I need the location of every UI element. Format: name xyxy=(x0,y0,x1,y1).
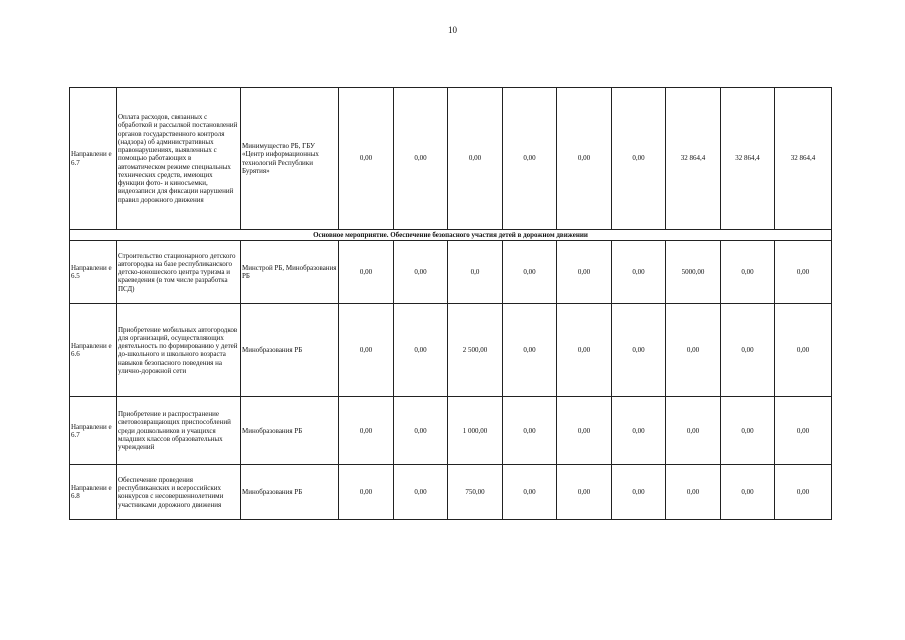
value-cell: 0,00 xyxy=(612,465,666,520)
measure-name: Оплата расходов, связанных с обработкой и рассылкой постановлений органов государственного контроля (надзора) об административных правонарушениях, выявленных с помощью работающих в автоматическом режиме специальных технических средств, имеющих функции фото- и киносъемки, видеозаписи для фиксации нарушений правил дорожного движения xyxy=(117,88,241,230)
value-cell: 0,00 xyxy=(666,465,721,520)
value-cell: 0,00 xyxy=(666,397,721,465)
measure-code: Направлени е 6.7 xyxy=(70,88,117,230)
value-cell: 0,00 xyxy=(612,88,666,230)
value-cell: 0,00 xyxy=(612,397,666,465)
value-cell: 0,00 xyxy=(612,304,666,397)
measure-code: Направлени е 6.8 xyxy=(70,465,117,520)
measure-executor: Минстрой РБ, Минобразования РБ xyxy=(241,241,339,304)
value-cell: 0,00 xyxy=(666,304,721,397)
measure-executor: Минимущество РБ, ГБУ «Центр информационных технологий Республики Бурятия» xyxy=(241,88,339,230)
value-cell: 0,00 xyxy=(503,304,557,397)
value-cell: 0,00 xyxy=(557,397,612,465)
value-cell: 0,00 xyxy=(721,304,775,397)
value-cell: 0,00 xyxy=(775,465,832,520)
value-cell: 0,00 xyxy=(394,88,448,230)
section-title: Основное мероприятие. Обеспечение безопасного участия детей в дорожном движении xyxy=(70,230,832,241)
value-cell: 0,00 xyxy=(721,465,775,520)
value-cell: 1 000,00 xyxy=(448,397,503,465)
value-cell: 0,00 xyxy=(339,241,394,304)
value-cell: 0,00 xyxy=(503,241,557,304)
value-cell: 0,00 xyxy=(339,397,394,465)
value-cell: 0,00 xyxy=(775,304,832,397)
value-cell: 0,00 xyxy=(775,397,832,465)
value-cell: 0,00 xyxy=(394,397,448,465)
value-cell: 0,0 xyxy=(448,241,503,304)
measure-name: Приобретение мобильных автогородков для организаций, осуществляющих деятельность по формированию у детей до-школьного и школьного возраста навыков безопасного поведения на улично-дорожной сети xyxy=(117,304,241,397)
measure-executor: Минобразования РБ xyxy=(241,304,339,397)
value-cell: 0,00 xyxy=(339,465,394,520)
measure-code: Направлени е 6.7 xyxy=(70,397,117,465)
table-row xyxy=(70,465,832,520)
value-cell: 0,00 xyxy=(721,241,775,304)
value-cell: 750,00 xyxy=(448,465,503,520)
value-cell: 32 864,4 xyxy=(721,88,775,230)
measure-code: Направлени е 6.6 xyxy=(70,304,117,397)
table-row xyxy=(70,397,832,465)
value-cell: 0,00 xyxy=(557,241,612,304)
budget-table xyxy=(69,87,832,520)
value-cell: 0,00 xyxy=(557,88,612,230)
value-cell: 0,00 xyxy=(394,241,448,304)
value-cell: 0,00 xyxy=(721,397,775,465)
page-number: 10 xyxy=(448,25,457,35)
value-cell: 0,00 xyxy=(503,88,557,230)
table-row xyxy=(70,241,832,304)
value-cell: 5000,00 xyxy=(666,241,721,304)
value-cell: 2 500,00 xyxy=(448,304,503,397)
value-cell: 0,00 xyxy=(339,304,394,397)
value-cell: 0,00 xyxy=(339,88,394,230)
measure-executor: Минобразования РБ xyxy=(241,465,339,520)
value-cell: 0,00 xyxy=(775,241,832,304)
value-cell: 0,00 xyxy=(394,465,448,520)
value-cell: 32 864,4 xyxy=(775,88,832,230)
measure-name: Строительство стационарного детского автогородка на базе республиканского детско-юношеского центра туризма и краеведения (в том числе разработка ПСД) xyxy=(117,241,241,304)
value-cell: 0,00 xyxy=(448,88,503,230)
value-cell: 0,00 xyxy=(503,397,557,465)
measure-name-text: Обеспечение проведения республиканских и всероссийских конкурсов с несовершеннолетними участниками дорожного движения xyxy=(118,475,224,509)
table-row xyxy=(70,88,832,230)
table-row xyxy=(70,304,832,397)
measure-name: Приобретение и распространение световозвращающих приспособлений среди дошкольников и учащихся младших классов образовательных учреждений xyxy=(117,397,241,465)
value-cell: 0,00 xyxy=(394,304,448,397)
measure-code: Направлени е 6.5 xyxy=(70,241,117,304)
value-cell: 0,00 xyxy=(612,241,666,304)
measure-name xyxy=(117,465,241,520)
value-cell: 0,00 xyxy=(557,465,612,520)
value-cell: 0,00 xyxy=(557,304,612,397)
value-cell: 0,00 xyxy=(503,465,557,520)
section-row xyxy=(70,230,832,241)
measure-executor: Минобразования РБ xyxy=(241,397,339,465)
value-cell: 32 864,4 xyxy=(666,88,721,230)
